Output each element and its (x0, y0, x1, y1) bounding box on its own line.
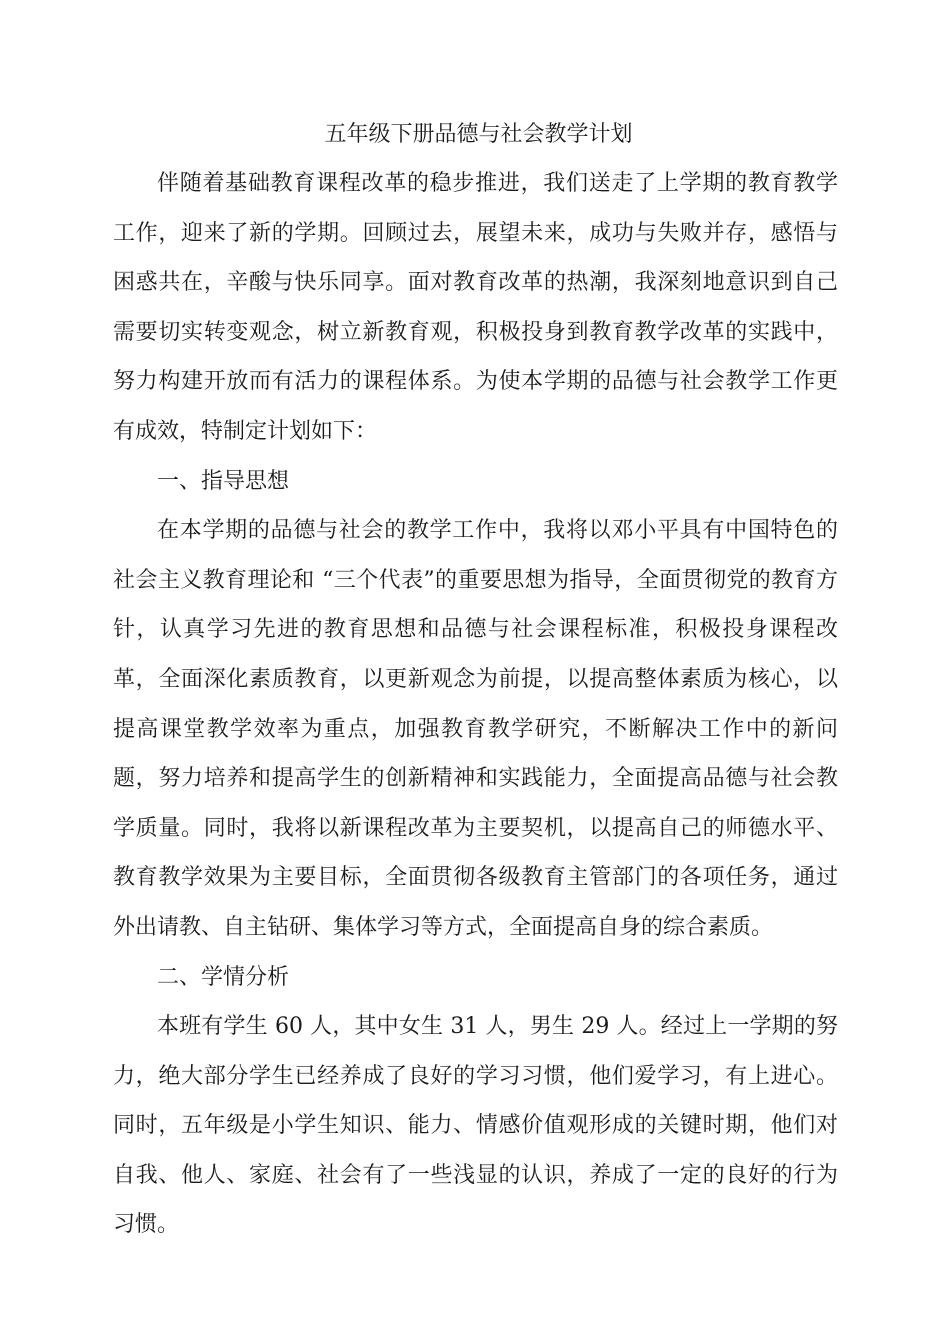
document-title: 五年级下册品德与社会教学计划 (324, 122, 633, 147)
section-body-guiding-ideology: 在本学期的品德与社会的教学工作中，我将以邓小平具有中国特色的社会主义教育理论和 “三个代表”的重要思想为指导，全面贯彻党的教育方针，认真学习先进的教育思想和品德与社会课程标准，积极投身课程改革，全面深化素质教育，以更新观念为前提，以提高整体素质为核心，以提高课堂教学效率为重点，加强教育教学研究，不断解决工作中的新问题，努力培养和提高学生的创新精神和实践能力，全面提高品德与社会教学质量。同时，我将以新课程改革为主要契机，以提高自己的师德水平、教育教学效果为主要目标，全面贯彻各级教育主管部门的各项任务，通过外出请教、自主钻研、集体学习等方式，全面提高自身的综合素质。 (113, 518, 838, 940)
intro-paragraph: 伴随着基础教育课程改革的稳步推进，我们送走了上学期的教育教学工作，迎来了新的学期。回顾过去，展望未来，成功与失败并存，感悟与困惑共在，辛酸与快乐同享。面对教育改革的热潮，我深刻地意识到自己需要切实转变观念，树立新教育观，积极投身到教育教学改革的实践中，努力构建开放而有活力的课程体系。为使本学期的品德与社会教学工作更有成效，特制定计划如下： (113, 171, 838, 444)
document-body (113, 110, 838, 1250)
section-heading-student-analysis: 二、学情分析 (157, 964, 290, 990)
section-heading-guiding-ideology: 一、指导思想 (157, 468, 290, 494)
section-body-student-analysis: 本班有学生 60 人，其中女生 31 人，男生 29 人。经过上一学期的努力，绝大部分学生已经养成了良好的学习习惯，他们爱学习，有上进心。同时，五年级是小学生知识、能力、情感价值观形成的关键时期，他们对自我、他人、家庭、社会有了一些浅显的认识，养成了一定的良好的行为习惯。 (113, 1014, 838, 1238)
